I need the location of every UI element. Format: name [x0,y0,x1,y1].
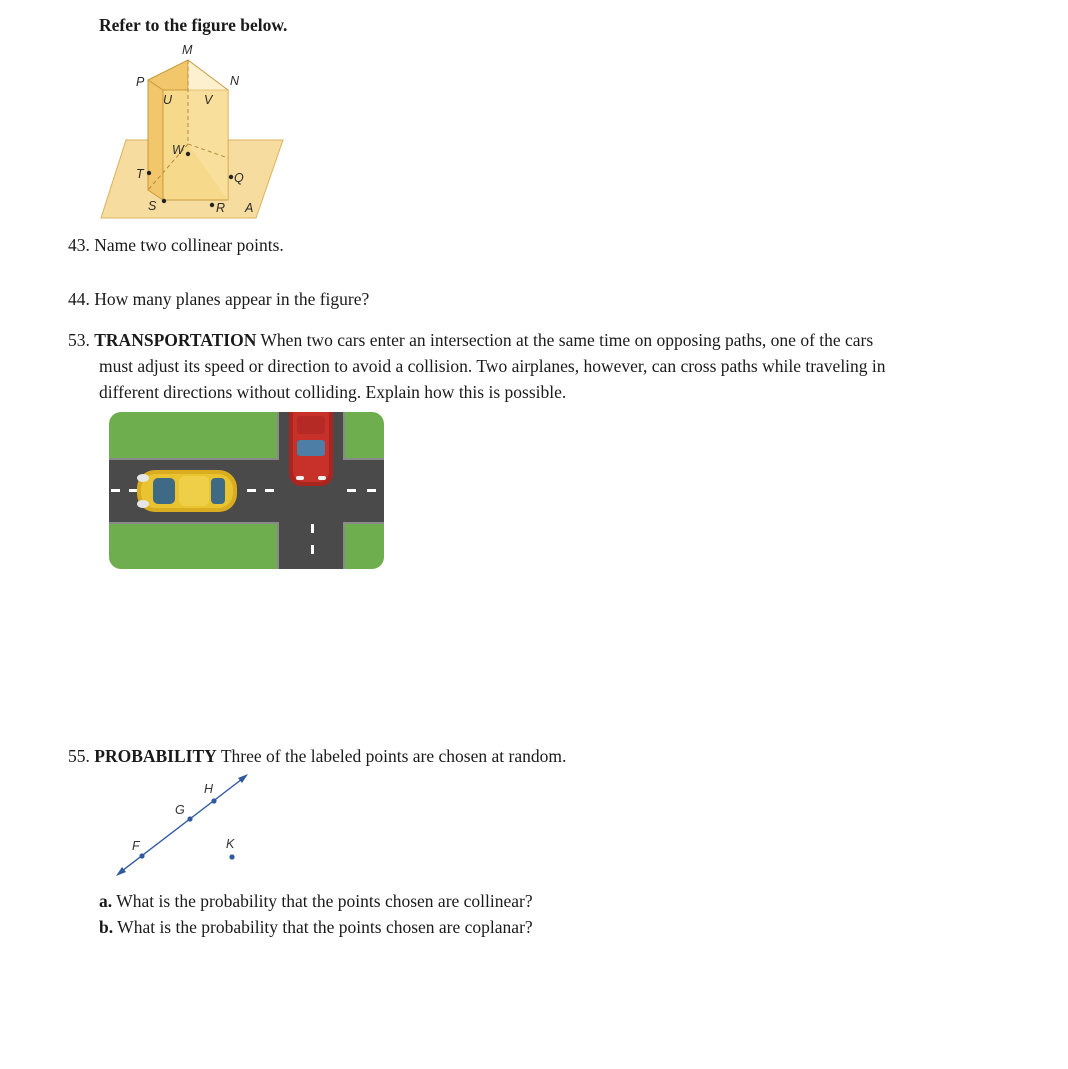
label-f: F [132,839,140,853]
question-44 [68,286,369,312]
question-55 [68,743,566,769]
part-letter: a. [99,891,113,911]
intersection-illustration [109,412,384,569]
point-g [187,816,192,821]
point-w [186,152,190,156]
label-p: P [136,75,145,89]
point-h [211,798,216,803]
point-f [139,853,144,858]
label-r: R [216,201,226,215]
point-t [147,171,151,175]
question-number: 44. [68,289,90,309]
label-g: G [175,803,185,817]
part-text: What is the probability that the points chosen are collinear? [116,891,533,911]
label-u: U [163,93,173,107]
question-heading: TRANSPORTATION [94,330,257,350]
point-k [229,854,234,859]
question-text: When two cars enter an intersection at the same time on opposing paths, one of the cars [260,330,874,350]
prism-plane-figure [98,40,290,222]
question-number: 53. [68,330,90,350]
question-heading: PROBABILITY [94,746,217,766]
question-text: Three of the labeled points are chosen at random. [220,746,567,766]
part-text: What is the probability that the points chosen are coplanar? [117,917,533,937]
line-points-figure [108,770,258,880]
label-q: Q [234,171,244,185]
question-55-part-b [99,914,533,940]
label-k: K [226,837,235,851]
question-43 [68,232,284,258]
part-letter: b. [99,917,114,937]
red-car [289,412,333,486]
question-53-line1 [68,327,873,353]
question-55-part-a [99,888,533,914]
question-53-line2: must adjust its speed or direction to avoid a collision. Two airplanes, however, can cross paths while traveling in [99,356,886,376]
label-h: H [204,782,214,796]
label-s: S [148,199,157,213]
label-w: W [172,143,184,157]
label-n: N [230,74,240,88]
intro-heading: Refer to the figure below. [99,15,288,35]
question-text: Name two collinear points. [94,235,284,255]
question-text: How many planes appear in the figure? [94,289,370,309]
label-plane: A [245,201,254,215]
question-number: 43. [68,235,90,255]
point-s [162,199,166,203]
label-t: T [136,167,144,181]
point-r [210,203,214,207]
line-fgh [118,776,246,874]
label-m: M [182,43,193,57]
question-53-line3: different directions without colliding. Explain how this is possible. [99,382,567,402]
yellow-car [137,470,237,512]
question-number: 55. [68,746,90,766]
point-q [229,175,233,179]
label-v: V [204,93,213,107]
